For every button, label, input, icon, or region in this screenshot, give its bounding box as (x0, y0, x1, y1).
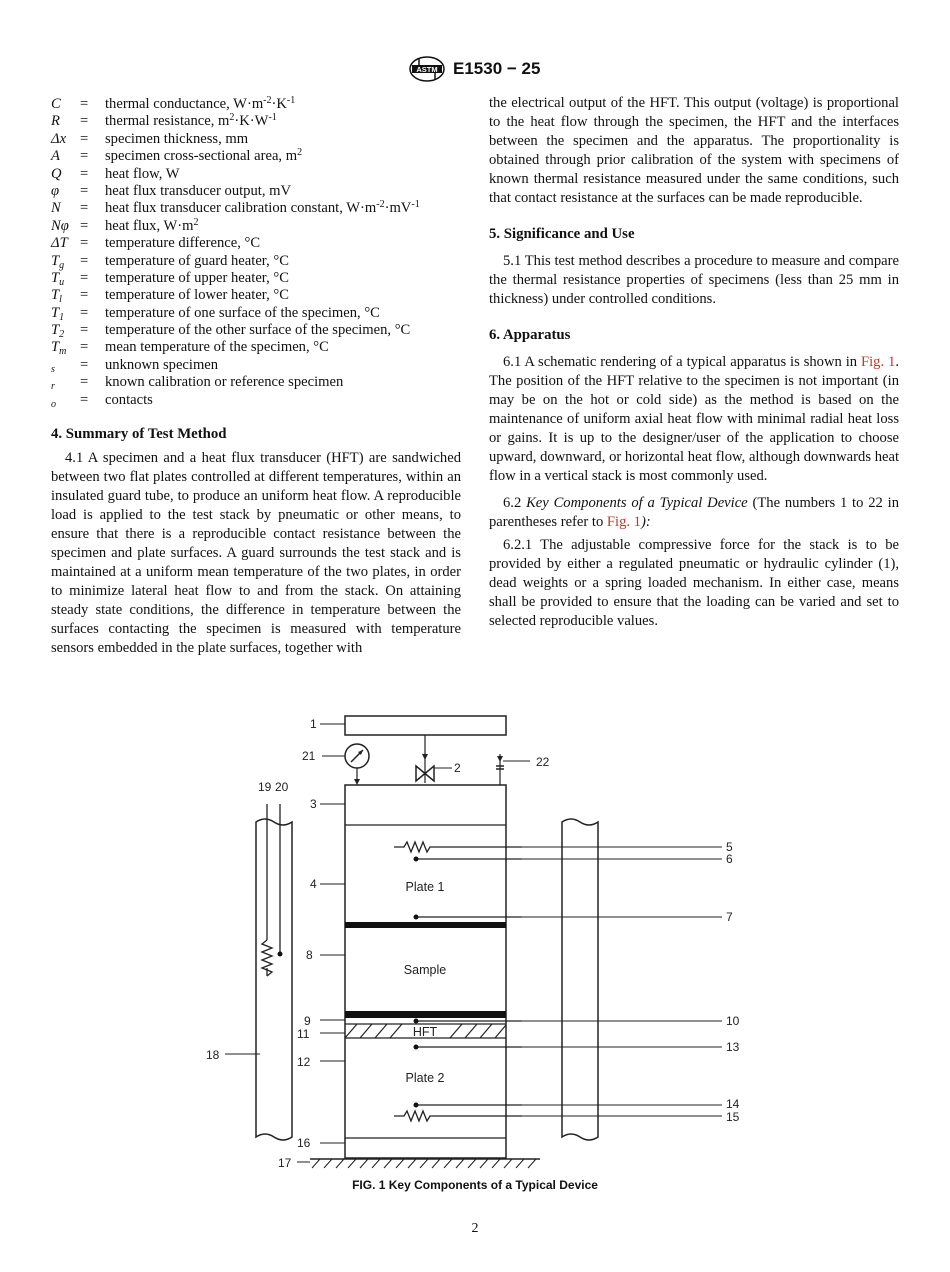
astm-logo-icon (409, 56, 445, 82)
section-4-1-paragraph: 4.1 A specimen and a heat flux transducer (HFT) are sandwiched between two flat plates controlled at different temperatures, within an insulated guard tube, to produce an uniform heat flow. A reproducible load is applied to the test stack by pneumatic or other means, to ensure that there is a reproducible contact resistance between the specimen and plate surfaces. A guard surrounds the test stack and is maintained at a uniform mean temperature of the two plates, in order to minimize lateral heat flow to and from the stack. On attaining steady state conditions, the difference in temperature between the surfaces contacting the specimen is measured with temperature sensors embedded in the plate surfaces, together with (51, 450, 461, 657)
symbol-row (51, 357, 461, 374)
symbol: r (51, 381, 55, 393)
callout-10: 10 (726, 1014, 740, 1028)
symbol-row (51, 183, 461, 200)
section-4-heading: 4. Summary of Test Method (51, 426, 227, 443)
symbol-row (51, 392, 461, 409)
symbol-definition: mean temperature of the specimen, °C (105, 339, 329, 356)
guard-tube-left (256, 819, 292, 1140)
equals-sign: = (80, 148, 89, 165)
section-6-heading: 6. Apparatus (489, 327, 571, 343)
symbol: $T_m$ (51, 339, 67, 358)
symbol: s (51, 363, 55, 375)
sample-label: Sample (403, 963, 447, 977)
figure-caption: FIG. 1 Key Components of a Typical Device (352, 1178, 598, 1192)
symbol-definition: heat flux transducer calibration constant, $W\cdot m^{-2}\cdot mV^{-1}$ (105, 199, 420, 217)
equals-sign: = (80, 182, 89, 199)
callout-21: 21 (302, 749, 316, 763)
symbol: φ (51, 182, 60, 199)
symbol-row (51, 96, 461, 113)
symbol: o (51, 398, 56, 410)
base-hatch (312, 1159, 536, 1168)
plate-2-label: Plate 2 (405, 1071, 445, 1085)
symbol-row (51, 218, 461, 235)
fig-1-link-2[interactable]: Fig. 1 (606, 514, 641, 530)
callout-15: 15 (726, 1110, 740, 1124)
symbol: N (51, 200, 61, 217)
symbol-row (51, 200, 461, 217)
callout-7: 7 (726, 910, 733, 924)
upper-contact-plate (345, 922, 506, 928)
symbol: Δx (51, 130, 67, 147)
guard-tube-right (562, 819, 598, 1140)
symbol-definition: thermal resistance, $m^2\cdot K\cdot W^{-1}$ (105, 112, 277, 130)
symbol-definition: temperature of upper heater, °C (105, 269, 289, 286)
callout-6: 6 (726, 852, 733, 866)
callout-20: 20 (275, 780, 289, 794)
callout-8: 8 (306, 948, 313, 962)
fig-1-link[interactable]: Fig. 1 (861, 354, 896, 370)
callout-12: 12 (297, 1055, 311, 1069)
symbol-definition: temperature of lower heater, °C (105, 287, 289, 304)
equals-sign: = (80, 287, 89, 304)
symbol-row (51, 270, 461, 287)
callout-9: 9 (304, 1014, 311, 1028)
symbol: $T_1$ (51, 304, 65, 323)
equals-sign: = (80, 374, 89, 391)
callout-1: 1 (310, 717, 317, 731)
symbol-row (51, 287, 461, 304)
callout-16: 16 (297, 1136, 311, 1150)
symbol-row (51, 235, 461, 252)
callout-4: 4 (310, 877, 317, 891)
symbol: Nφ (51, 217, 69, 234)
callout-2: 2 (454, 761, 461, 775)
symbol-definition: temperature of guard heater, °C (105, 252, 289, 269)
equals-sign: = (80, 165, 89, 182)
symbol: $T_2$ (51, 322, 65, 341)
symbol-definition: contacts (105, 391, 153, 408)
symbol-list (51, 96, 461, 409)
page-header (0, 54, 950, 86)
section-4-1-continuation: the electrical output of the HFT. This output (voltage) is proportional to the heat flow through the specimen, the HFT and the interfaces between the specimen and the apparatus. The proportionality is obtained through prior calibration of the system with specimens of known thermal resistance measured under the same conditions, such that contact resistance at the surfaces can be made reproducible. (489, 95, 899, 206)
symbol-row (51, 253, 461, 270)
symbol: $T_g$ (51, 252, 65, 271)
equals-sign: = (80, 252, 89, 269)
page-number: 2 (471, 1221, 479, 1236)
section-6-2-paragraph: 6.2 Key Components of a Typical Device (The numbers 1 to 22 in parentheses refer to Fig. 1): (489, 495, 899, 530)
plate-1-label: Plate 1 (405, 880, 445, 894)
section-5-1-paragraph: 5.1 This test method describes a procedure to measure and compare the thermal resistance properties of specimens (less than 25 mm in thickness) under controlled conditions. (489, 253, 899, 307)
callout-3: 3 (310, 797, 317, 811)
equals-sign: = (80, 391, 89, 408)
symbol-definition: specimen thickness, mm (105, 130, 249, 147)
equals-sign: = (80, 200, 89, 217)
section-5-heading: 5. Significance and Use (489, 226, 635, 242)
document-id: E1530 − 25 (453, 59, 541, 78)
symbol-definition: heat flow, W (105, 165, 180, 182)
symbol-row (51, 339, 461, 356)
section-6-1-paragraph: 6.1 A schematic rendering of a typical apparatus is shown in Fig. 1. The position of the HFT relative to the specimen is not important (in may be on the hot or cold side) as the method is based on the maintenance of uniform axial heat flow with minimal radial heat loss or gains. It is up to the designer/user of the application to choose upward, downward, or horizontal heat flow, although downwards heat flow in a vertical stack is most commonly used. (489, 354, 900, 484)
symbol-definition: heat flux transducer output, mV (105, 182, 292, 199)
symbol: Q (51, 165, 62, 182)
hft-label: HFT (412, 1025, 438, 1039)
equals-sign: = (80, 113, 89, 130)
callout-13: 13 (726, 1040, 740, 1054)
right-column (489, 94, 899, 631)
symbol: R (51, 113, 60, 130)
symbol-row (51, 322, 461, 339)
equals-sign: = (80, 322, 89, 339)
equals-sign: = (80, 235, 89, 252)
callout-19: 19 (258, 780, 272, 794)
equals-sign: = (80, 269, 89, 286)
symbol-row (51, 113, 461, 130)
symbol-row (51, 131, 461, 148)
symbol-row (51, 148, 461, 165)
callout-22: 22 (536, 755, 550, 769)
equals-sign: = (80, 130, 89, 147)
symbol-definition: temperature of the other surface of the specimen, °C (105, 322, 411, 339)
lower-contact-plate (345, 1011, 506, 1018)
symbol-definition: thermal conductance, $W\cdot m^{-2}\cdot K^{-1}$ (105, 95, 296, 112)
equals-sign: = (80, 217, 89, 234)
symbol-definition: heat flux, $W\cdot m^2$ (105, 216, 199, 234)
symbol-row (51, 305, 461, 322)
symbol-definition: unknown specimen (105, 356, 219, 373)
equals-sign: = (80, 304, 89, 321)
equals-sign: = (80, 339, 89, 356)
symbol: A (51, 148, 60, 165)
symbol: $T_l$ (51, 287, 62, 306)
symbol-definition: specimen cross-sectional area, $m^2$ (105, 147, 303, 165)
symbol: C (51, 96, 61, 112)
callout-17: 17 (278, 1156, 292, 1170)
callout-14: 14 (726, 1097, 740, 1111)
callout-18: 18 (206, 1048, 220, 1062)
figure-1-diagram (200, 710, 760, 1180)
callout-11: 11 (297, 1027, 310, 1041)
equals-sign: = (80, 96, 89, 112)
symbol: ΔT (51, 235, 68, 252)
symbol-definition: temperature difference, °C (105, 235, 261, 252)
equals-sign: = (80, 356, 89, 373)
callout-5: 5 (726, 840, 733, 854)
symbol-row (51, 374, 461, 391)
symbol: $T_u$ (51, 269, 65, 288)
left-column (51, 96, 461, 658)
svg-text:ASTM: ASTM (416, 65, 438, 74)
section-6-2-1-paragraph: 6.2.1 The adjustable compressive force for the stack is to be provided by either a regulated pneumatic or hydraulic cylinder (1), dead weights or a spring loaded mechanism. In either case, means shall be provided to ensure that the loading can be varied and set to selected reproducible values. (489, 537, 899, 629)
symbol-row (51, 166, 461, 183)
symbol-definition: temperature of one surface of the specimen, °C (105, 304, 380, 321)
symbol-definition: known calibration or reference specimen (105, 374, 344, 391)
cylinder-box (345, 716, 506, 735)
